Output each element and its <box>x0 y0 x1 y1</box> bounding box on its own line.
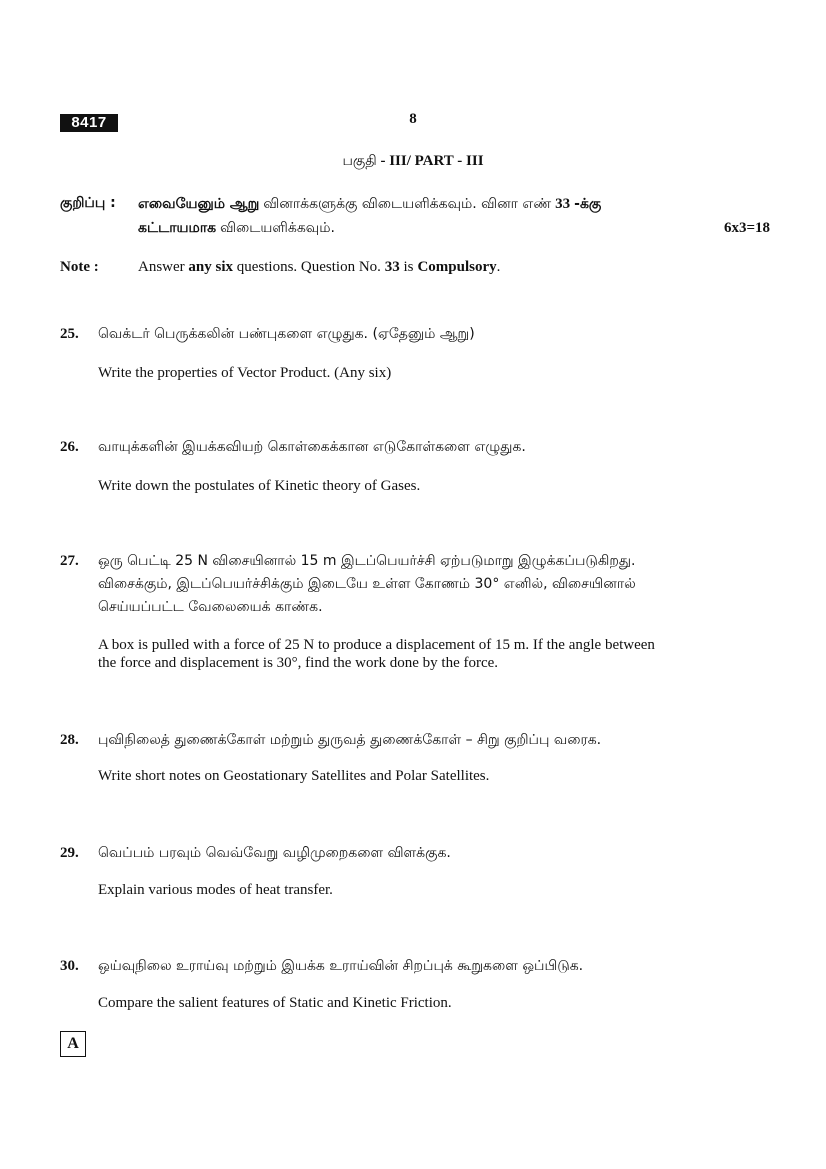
question-tamil-line: புவிநிலைத் துணைக்கோள் மற்றும் துருவத் துணைக்கோள் – சிறு குறிப்பு வரைக. <box>98 732 602 748</box>
note-label-tamil: குறிப்பு : <box>60 195 116 211</box>
question-number: 28. <box>60 732 79 748</box>
question-english-line: Compare the salient features of Static and Kinetic Friction. <box>98 995 452 1011</box>
instruction-english-end: . <box>496 259 501 275</box>
question-paper-code: 8417 <box>60 114 118 132</box>
instruction-tamil-text: வினாக்களுக்கு விடையளிக்கவும். வினா எண் <box>263 196 552 212</box>
instruction-tamil-bold: எவையேனும் ஆறு <box>138 196 260 212</box>
part-title-roman: III/ PART - III <box>389 153 484 169</box>
question-number: 29. <box>60 845 79 861</box>
part-title-tamil: பகுதி <box>342 153 377 169</box>
question-tamil-line: ஒரு பெட்டி 25 N விசையினால் 15 m இடப்பெயர்ச்சி ஏற்படுமாறு இழுக்கப்படுகிறது. <box>98 553 636 569</box>
instruction-english-mid: questions. Question No. <box>236 259 381 275</box>
question-number: 26. <box>60 439 79 455</box>
part-title: பகுதி - III/ PART - III <box>342 153 484 169</box>
question-tamil-line: ஒய்வுநிலை உராய்வு மற்றும் இயக்க உராய்வின் சிறப்புக் கூறுகளை ஒப்பிடுக. <box>98 958 584 974</box>
instruction-english-number: 33 <box>384 259 400 275</box>
instruction-tamil-suffix: -க்கு <box>574 196 602 212</box>
question-english-line: Write short notes on Geostationary Satellites and Polar Satellites. <box>98 768 490 784</box>
note-label-english: Note : <box>60 259 99 275</box>
question-english-line: Write the properties of Vector Product. (Any six) <box>98 365 392 381</box>
instruction-english-pre: Answer <box>138 259 185 275</box>
question-tamil-line: வெப்பம் பரவும் வெவ்வேறு வழிமுறைகளை விளக்குக. <box>98 845 451 861</box>
instruction-tamil-answer: விடையளிக்கவும். <box>220 220 335 236</box>
page-number: 8 <box>409 111 417 127</box>
instruction-english-is: is <box>403 259 414 275</box>
question-english-line: the force and displacement is 30°, find the work done by the force. <box>98 655 499 671</box>
version-box: A <box>60 1031 86 1057</box>
question-english-line: Write down the postulates of Kinetic theory of Gases. <box>98 478 421 494</box>
question-number: 30. <box>60 958 79 974</box>
instruction-tamil-number: 33 <box>555 196 571 212</box>
marks-allocation: 6x3=18 <box>723 220 770 236</box>
question-tamil-line: வெக்டர் பெருக்கலின் பண்புகளை எழுதுக. (ஏதேனும் ஆறு) <box>98 326 475 342</box>
instruction-english-any-six: any six <box>188 259 234 275</box>
question-tamil-line: விசைக்கும், இடப்பெயர்ச்சிக்கும் இடையே உள்ள கோணம் 30° எனில், விசையினால் <box>98 576 636 592</box>
question-tamil-line: செய்யப்பட்ட வேலையைக் காண்க. <box>98 599 323 615</box>
question-tamil-line: வாயுக்களின் இயக்கவியற் கொள்கைக்கான எடுகோள்களை எழுதுக. <box>98 439 526 455</box>
question-english-line: Explain various modes of heat transfer. <box>98 882 333 898</box>
question-number: 27. <box>60 553 79 569</box>
instruction-tamil-line-2 <box>138 219 738 238</box>
instruction-english-compulsory: Compulsory <box>417 259 497 275</box>
instruction-tamil-line-1 <box>138 195 738 214</box>
question-english-line: A box is pulled with a force of 25 N to produce a displacement of 15 m. If the angle between <box>98 637 655 653</box>
instruction-english <box>138 259 500 276</box>
instruction-tamil-compulsory: கட்டாயமாக <box>138 220 217 236</box>
question-number: 25. <box>60 326 79 342</box>
